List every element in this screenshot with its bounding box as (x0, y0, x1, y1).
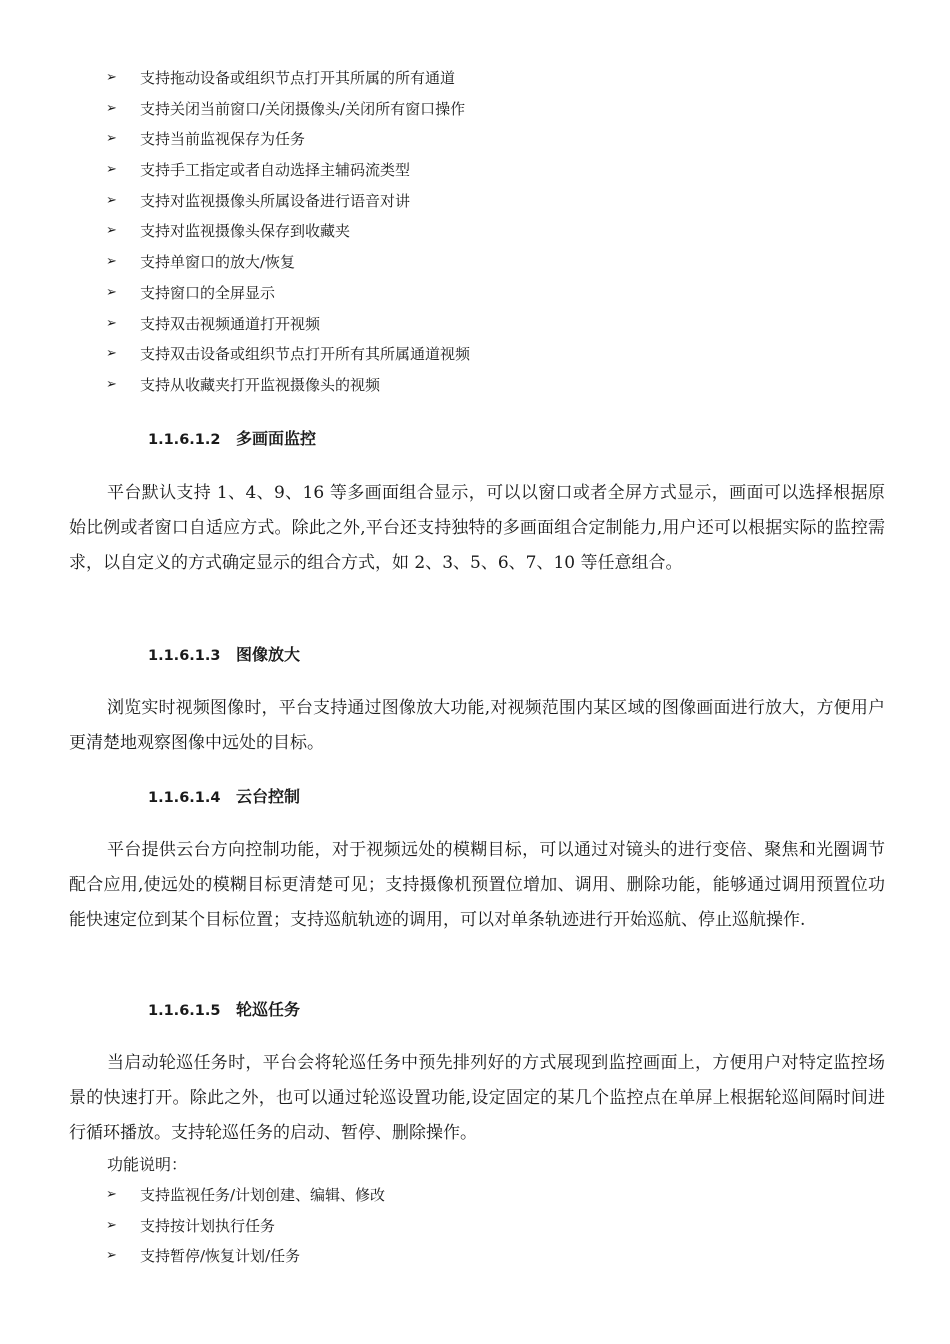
arrow-bullet-icon: ➢ (106, 1248, 117, 1264)
list-item (0, 339, 950, 370)
section-paragraph: 浏览实时视频图像时，平台支持通过图像放大功能,对视频范围内某区域的图像画面进行放大，方便用户更清楚地观察图像中远处的目标。 (69, 698, 885, 753)
arrow-bullet-icon: ➢ (106, 100, 117, 116)
arrow-bullet-icon: ➢ (106, 131, 117, 147)
arrow-bullet-icon: ➢ (106, 284, 117, 300)
section-paragraph: 当启动轮巡任务时，平台会将轮巡任务中预先排列好的方式展现到监控画面上，方便用户对特定监控场景的快速打开。除此之外，也可以通过轮巡设置功能,设定固定的某几个监控点在单屏上根据轮巡间隔时间进行循环播放。支持轮巡任务的启动、暂停、删除操作。 (69, 1053, 885, 1143)
section-number: 1.1.6.1.3 (148, 648, 221, 664)
list-item-text: 支持暂停/恢复计划/任务 (140, 1247, 301, 1266)
list-item (0, 278, 950, 309)
list-item (0, 94, 950, 125)
arrow-bullet-icon: ➢ (106, 1187, 117, 1202)
arrow-bullet-icon: ➢ (106, 376, 117, 392)
list-item (0, 155, 950, 186)
list-item-text: 支持监视任务/计划创建、编辑、修改 (140, 1186, 386, 1204)
list-item-text: 支持拖动设备或组织节点打开其所属的所有通道 (140, 69, 456, 87)
section-title: 云台控制 (236, 787, 301, 806)
section-paragraph: 平台提供云台方向控制功能，对于视频远处的模糊目标，可以通过对镜头的进行变倍、聚焦和光圈调节配合应用,使远处的模糊目标更清楚可见；支持摄像机预置位增加、调用、删除功能，能够通过调用预置位功能快速定位到某个目标位置；支持巡航轨迹的调用，可以对单条轨迹进行开始巡航、停止巡航操作. (69, 840, 885, 930)
list-item (0, 247, 950, 278)
feature-list-bottom (0, 1180, 950, 1272)
list-item (0, 370, 950, 401)
arrow-bullet-icon: ➢ (106, 254, 117, 270)
section-number: 1.1.6.1.4 (148, 790, 221, 806)
list-item-text: 支持按计划执行任务 (140, 1216, 276, 1235)
list-item (0, 124, 950, 155)
arrow-bullet-icon: ➢ (106, 223, 117, 239)
list-item-text: 支持对监视摄像头所属设备进行语音对讲 (140, 191, 411, 210)
arrow-bullet-icon: ➢ (106, 346, 117, 362)
list-item-text: 支持手工指定或者自动选择主辅码流类型 (140, 161, 411, 180)
arrow-bullet-icon: ➢ (106, 1217, 117, 1233)
list-item-text: 支持双击视频通道打开视频 (140, 314, 321, 333)
list-item-text: 支持双击设备或组织节点打开所有其所属通道视频 (140, 345, 471, 364)
list-item (0, 309, 950, 340)
list-item (0, 1211, 950, 1242)
list-item-text: 支持对监视摄像头保存到收藏夹 (140, 222, 351, 241)
list-item-text: 支持当前监视保存为任务 (140, 130, 306, 149)
arrow-bullet-icon: ➢ (106, 192, 117, 208)
list-item (0, 1241, 950, 1272)
list-item-text: 支持窗口的全屏显示 (140, 283, 276, 302)
list-item (0, 216, 950, 247)
section-title: 轮巡任务 (236, 1000, 301, 1019)
list-item (0, 1180, 950, 1211)
arrow-bullet-icon: ➢ (106, 162, 117, 178)
list-item (0, 63, 950, 94)
section-heading (148, 786, 300, 809)
section-number: 1.1.6.1.2 (148, 432, 221, 448)
list-item-text: 支持单窗口的放大/恢复 (140, 253, 296, 272)
function-description-label: 功能说明： (107, 1155, 188, 1174)
list-item-text: 支持从收藏夹打开监视摄像头的视频 (140, 375, 381, 394)
feature-list-top (0, 63, 950, 401)
arrow-bullet-icon: ➢ (106, 70, 117, 85)
section-title: 图像放大 (236, 645, 301, 664)
section-heading (148, 999, 300, 1022)
arrow-bullet-icon: ➢ (106, 315, 117, 331)
list-item-text: 支持关闭当前窗口/关闭摄像头/关闭所有窗口操作 (140, 99, 466, 118)
section-heading (148, 428, 316, 451)
section-paragraph: 平台默认支持 1、4、9、16 等多画面组合显示，可以以窗口或者全屏方式显示，画面可以选择根据原始比例或者窗口自适应方式。除此之外,平台还支持独特的多画面组合定制能力,用户还可以根据实际的监控需求，以自定义的方式确定显示的组合方式，如 2、3、5、6、7、10 等任意组合。 (69, 483, 885, 573)
section-title: 多画面监控 (236, 429, 317, 448)
section-number: 1.1.6.1.5 (148, 1003, 221, 1019)
section-heading (148, 644, 300, 667)
list-item (0, 186, 950, 217)
